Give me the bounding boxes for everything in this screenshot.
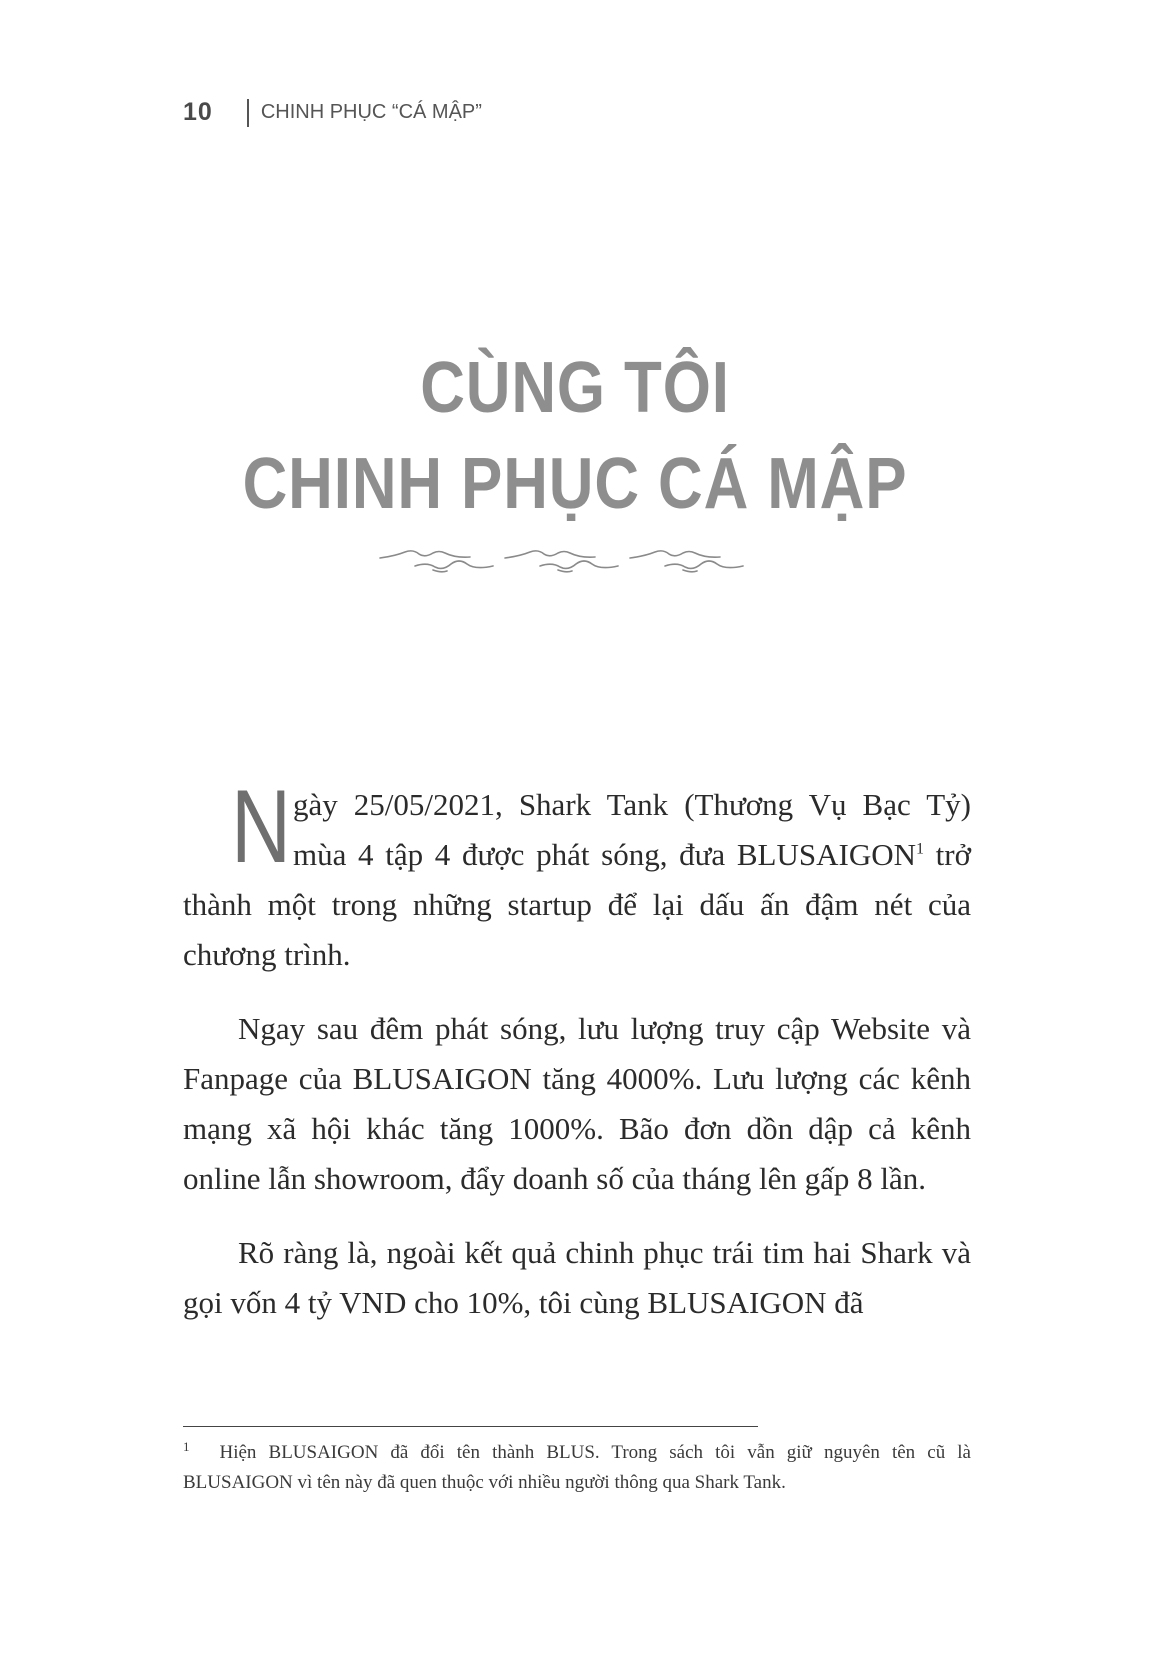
drop-cap: N: [231, 769, 292, 885]
header-divider: [247, 99, 249, 127]
footnote-divider: [183, 1426, 758, 1427]
footnote-marker: 1: [183, 1438, 190, 1454]
paragraph-1-text: gày 25/05/2021, Shark Tank (Thương Vụ Bạc Tỷ) mùa 4 tập 4 được phát sóng, đưa BLUSAIGON: [293, 787, 971, 872]
waves-ornament-icon: [375, 540, 775, 580]
paragraph-1: [183, 769, 971, 980]
chapter-title-line-2: CHINH PHỤC CÁ MẬP: [242, 444, 908, 524]
footnote-text: Hiện BLUSAIGON đã đổi tên thành BLUS. Trong sách tôi vẫn giữ nguyên tên cũ là BLUSAIGON vì tên này đã quen thuộc với nhiều người thông qua Shark Tank.: [183, 1442, 971, 1493]
footnote-reference[interactable]: 1: [915, 840, 924, 858]
page-number: 10: [183, 98, 213, 126]
chapter-title: [81, 340, 1070, 532]
running-head: [183, 98, 482, 127]
paragraph-1-text-continued: trở thành một trong những startup để lại dấu ấn đậm nét của chương trình.: [183, 837, 971, 972]
chapter-title-line-1: CÙNG TÔI: [420, 348, 730, 428]
body-text: [183, 769, 971, 1352]
paragraph-3: Rõ ràng là, ngoài kết quả chinh phục trái tim hai Shark và gọi vốn 4 tỷ VND cho 10%, tôi cùng BLUSAIGON đã: [183, 1235, 971, 1320]
footnote: [183, 1438, 971, 1498]
paragraph-2: Ngay sau đêm phát sóng, lưu lượng truy cập Website và Fanpage của BLUSAIGON tăng 4000%. Lưu lượng các kênh mạng xã hội khác tăng 1000%. Bão đơn dồn dập cả kênh online lẫn showroom, đẩy doanh số của tháng lên gấp 8 lần.: [183, 1011, 971, 1196]
running-title: CHINH PHỤC “CÁ MẬP”: [260, 101, 482, 123]
